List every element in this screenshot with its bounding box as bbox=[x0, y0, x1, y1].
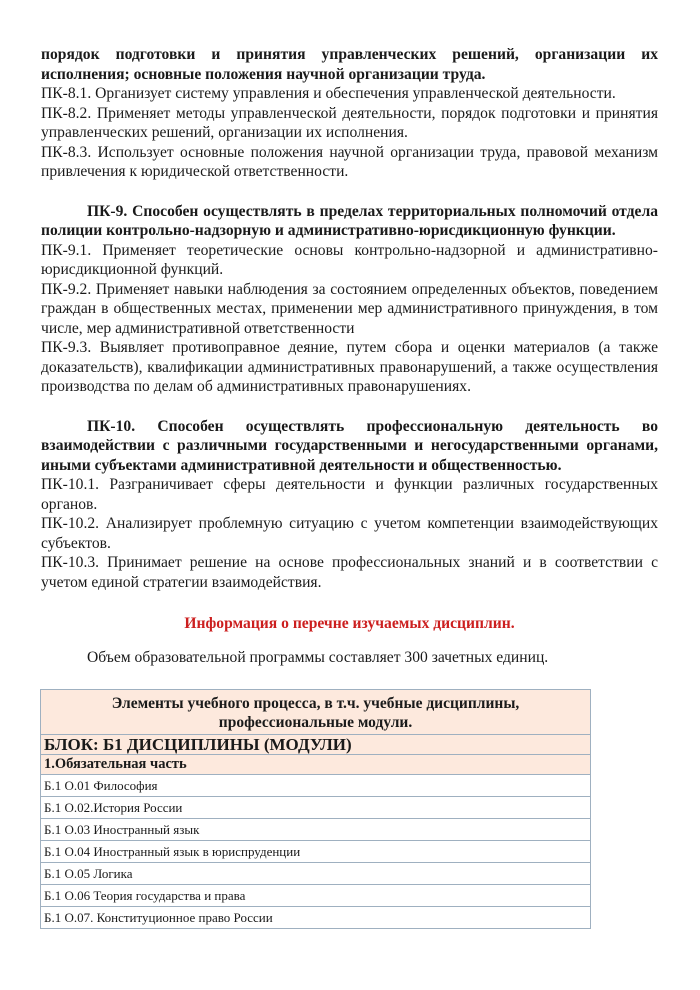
pk8-item-2: ПК-8.2. Применяет методы управленческой деятельности, порядок подготовки и принятия управленческих решений, организации их исполнения. bbox=[41, 104, 658, 141]
table-part-row bbox=[41, 755, 591, 775]
discipline-cell: Б.1 О.07. Конституционное право России bbox=[41, 907, 591, 929]
pk10-item-1: ПК-10.1. Разграничивает сферы деятельности и функции различных государственных органов. bbox=[41, 476, 658, 513]
disciplines-title: Информация о перечне изучаемых дисциплин. bbox=[184, 615, 515, 632]
discipline-cell: Б.1 О.06 Теория государства и права bbox=[41, 885, 591, 907]
table-row bbox=[41, 775, 591, 797]
pk8-item-1: ПК-8.1. Организует систему управления и обеспечения управленческой деятельности. bbox=[41, 85, 616, 102]
block-title-cell: БЛОК: Б1 ДИСЦИПЛИНЫ (МОДУЛИ) bbox=[41, 735, 591, 755]
table-row bbox=[41, 841, 591, 863]
table-header-cell: Элементы учебного процесса, в т.ч. учебные дисциплины, профессиональные модули. bbox=[41, 690, 591, 735]
pk9-item-2: ПК-9.2. Применяет навыки наблюдения за состоянием определенных объектов, поведением граждан в общественных местах, применении мер административного принуждения, в том числе, мер административной ответственности bbox=[41, 280, 658, 337]
pk9-item-3: ПК-9.3. Выявляет противоправное деяние, путем сбора и оценки материалов (а также доказательств), квалификации административных правонарушений, а также осуществления производства по делам об административных правонарушениях. bbox=[41, 339, 658, 395]
pk8-heading-tail-2: исполнения; основные положения научной организации труда. bbox=[41, 65, 486, 83]
discipline-cell: Б.1 О.01 Философия bbox=[41, 775, 591, 797]
disciplines-table bbox=[40, 689, 591, 929]
table-row bbox=[41, 797, 591, 819]
pk10-item-2: ПК-10.2. Анализирует проблемную ситуацию с учетом компетенции взаимодействующих субъектов. bbox=[41, 515, 658, 552]
pk10-heading: ПК-10. Способен осуществлять профессиональную деятельность во взаимодействии с различными государственными и негосударственными органами, иными субъектами административной деятельности и общественностью. bbox=[41, 417, 658, 474]
part-title-cell: 1.Обязательная часть bbox=[41, 755, 591, 775]
pk10-item-3: ПК-10.3. Принимает решение на основе профессиональных знаний и в соответствии с учетом единой стратегии взаимодействия. bbox=[41, 554, 658, 591]
discipline-cell: Б.1 О.02.История России bbox=[41, 797, 591, 819]
pk9-item-1: ПК-9.1. Применяет теоретические основы контрольно-надзорной и административно-юрисдикционной функций. bbox=[41, 241, 658, 278]
table-row bbox=[41, 907, 591, 929]
table-row bbox=[41, 863, 591, 885]
table-block-row bbox=[41, 735, 591, 755]
table-header-row bbox=[41, 690, 591, 735]
discipline-cell: Б.1 О.03 Иностранный язык bbox=[41, 819, 591, 841]
pk8-item-3: ПК-8.3. Использует основные положения научной организации труда, правовой механизм привлечения к юридической ответственности. bbox=[41, 143, 658, 180]
pk9-heading: ПК-9. Способен осуществлять в пределах территориальных полномочий отдела полиции контрольно-надзорную и административно-юрисдикционную функции. bbox=[41, 202, 658, 239]
pk8-heading-tail-1: порядок подготовки и принятия управленческих решений, организации их bbox=[41, 46, 658, 63]
discipline-cell: Б.1 О.04 Иностранный язык в юриспруденции bbox=[41, 841, 591, 863]
table-row bbox=[41, 819, 591, 841]
discipline-cell: Б.1 О.05 Логика bbox=[41, 863, 591, 885]
document-page bbox=[41, 0, 658, 929]
program-volume-text: Объем образовательной программы составляет 300 зачетных единиц. bbox=[87, 648, 549, 666]
table-row bbox=[41, 885, 591, 907]
